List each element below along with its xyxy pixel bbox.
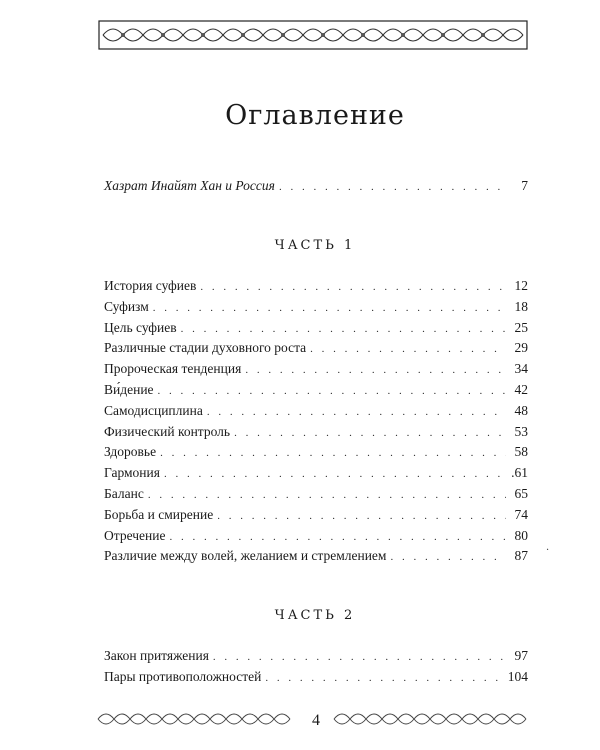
- toc-entry-page: 34: [514, 361, 528, 377]
- toc-entry[interactable]: [104, 422, 528, 442]
- dot-leader: [169, 527, 506, 547]
- toc-entry-page: 87: [514, 548, 528, 564]
- toc-entry[interactable]: [104, 526, 528, 546]
- dot-leader: [164, 464, 506, 484]
- toc-entry[interactable]: [104, 505, 528, 525]
- toc-entry-label: Физический контроль: [104, 423, 231, 439]
- toc-entry-label: Отречение: [104, 527, 166, 543]
- part-1-heading: ЧАСТЬ 1: [274, 238, 356, 253]
- toc-entry-page: 18: [514, 298, 528, 314]
- dot-leader: [245, 360, 506, 380]
- margin-mark: ·: [546, 545, 550, 556]
- toc-entry-label: Здоровье: [104, 444, 157, 460]
- toc-entry-label: Самодисциплина: [104, 402, 203, 418]
- toc-entry-page: 48: [514, 402, 528, 418]
- toc-entry-label: Баланс: [104, 486, 144, 501]
- toc-entry-page: 25: [514, 319, 528, 335]
- toc-entry[interactable]: [104, 442, 528, 462]
- toc-entry[interactable]: [104, 401, 528, 421]
- dot-leader: [234, 423, 506, 443]
- page-number: 4: [300, 712, 332, 730]
- dot-leader: [217, 506, 506, 526]
- toc-entry[interactable]: [104, 276, 528, 296]
- toc-entry-label: Суфизм: [104, 298, 149, 314]
- toc-entry-page: 74: [514, 506, 528, 522]
- toc-entry-page: 80: [514, 527, 528, 543]
- dot-leader: [213, 647, 506, 667]
- toc-entry-label: Пророческая тенденция: [104, 361, 242, 377]
- toc-entry-page: 65: [514, 486, 528, 501]
- toc-entry-label: История суфиев: [104, 278, 197, 293]
- dot-leader: [279, 177, 506, 197]
- toc-entry-page: 7: [521, 178, 528, 193]
- toc-entry-label: Пары противоположностей: [104, 669, 262, 684]
- part-2-heading: ЧАСТЬ 2: [274, 608, 356, 623]
- toc-entry-page: .61: [511, 465, 528, 481]
- toc-entry[interactable]: [104, 297, 528, 317]
- dot-leader: [390, 547, 506, 567]
- dot-leader: [200, 277, 506, 297]
- toc-entry[interactable]: [104, 338, 528, 358]
- toc-entry[interactable]: [104, 646, 528, 666]
- toc-entry[interactable]: [104, 318, 528, 338]
- page-title: Оглавление: [225, 100, 405, 131]
- toc-entry-page: 97: [514, 648, 528, 663]
- toc-entry-page: 29: [514, 340, 528, 356]
- toc-entry[interactable]: [104, 484, 528, 504]
- toc-entry-page: 53: [514, 423, 528, 439]
- dot-leader: [181, 319, 506, 339]
- dot-leader: [148, 485, 506, 505]
- toc-entry-label: Хазрат Инайят Хан и Россия: [104, 178, 275, 193]
- dot-leader: [265, 668, 503, 688]
- toc-entry-page: 12: [514, 278, 528, 293]
- toc-entry-label: Цель суфиев: [104, 319, 177, 335]
- toc-entry-label: Ви́дение: [104, 382, 154, 397]
- toc-entry-label: Закон притяжения: [104, 648, 209, 663]
- toc-entry[interactable]: [104, 667, 528, 687]
- toc-entry-page: 58: [514, 444, 528, 460]
- toc-entry[interactable]: [104, 463, 528, 483]
- toc-entry[interactable]: [104, 380, 528, 400]
- toc-entry-label: Гармония: [104, 465, 160, 481]
- dot-leader: [158, 381, 506, 401]
- toc-entry-label: Борьба и смирение: [104, 506, 214, 522]
- toc-entry[interactable]: [104, 359, 528, 379]
- toc-entry-label: Различие между волей, желанием и стремлением: [104, 548, 387, 564]
- dot-leader: [153, 298, 506, 318]
- top-ornament-border: [98, 20, 528, 50]
- toc-entry-label: Различные стадии духовного роста: [104, 340, 307, 356]
- toc-entry[interactable]: [104, 546, 528, 566]
- dot-leader: [310, 339, 506, 359]
- toc-entry-page: 104: [507, 669, 528, 684]
- toc-entry-intro[interactable]: [104, 176, 528, 196]
- toc-entry-page: 42: [514, 382, 528, 397]
- dot-leader: [207, 402, 506, 422]
- dot-leader: [160, 443, 506, 463]
